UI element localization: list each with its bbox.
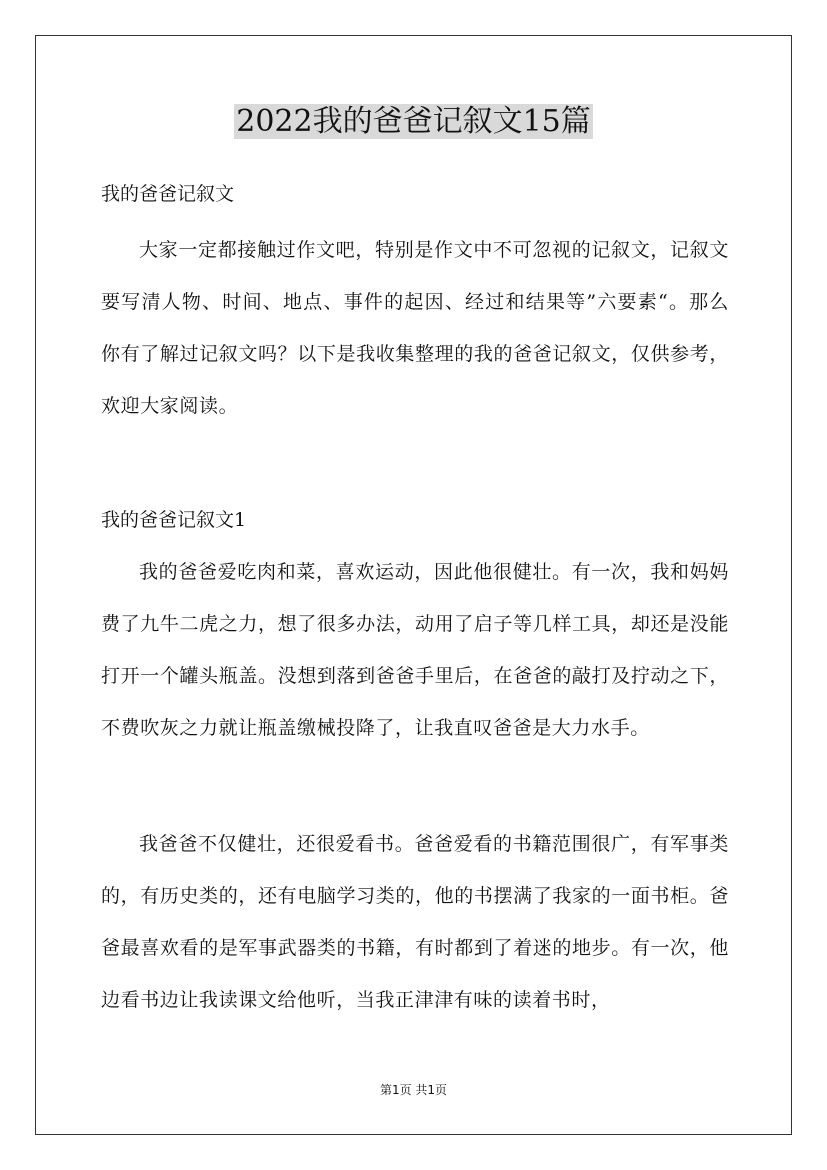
section-1-paragraph-1: 我的爸爸爱吃肉和菜，喜欢运动，因此他很健壮。有一次，我和妈妈费了九牛二虎之力，想了很多办法，动用了启子等几样工具，却还是没能打开一个罐头瓶盖。没想到落到爸爸手里后，在爸爸的敲打及拧动之下，不费吹灰之力就让瓶盖缴械投降了，让我直叹爸爸是大力水手。 [101, 561, 729, 739]
intro-paragraph: 大家一定都接触过作文吧，特别是作文中不可忽视的记叙文，记叙文要写清人物、时间、地点、事件的起因、经过和结果等”六要素“。那么你有了解过记叙文吗？以下是我收集整理的我的爸爸记叙文，仅供参考，欢迎大家阅读。 [101, 239, 729, 417]
document-title [0, 100, 827, 144]
section-1-heading: 我的爸爸记叙文1 [101, 509, 247, 531]
document-title-text: 2022我的爸爸记叙文15篇 [236, 104, 591, 139]
page-footer: 第1页 共1页 [379, 1083, 448, 1097]
intro-heading: 我的爸爸记叙文 [101, 183, 235, 205]
section-1-paragraph-2: 我爸爸不仅健壮，还很爱看书。爸爸爱看的书籍范围很广，有军事类的，有历史类的，还有电脑学习类的，他的书摆满了我家的一面书柜。爸爸最喜欢看的是军事武器类的书籍，有时都到了着迷的地步。有一次，他边看书边让我读课文给他听，当我正津津有味的读着书时， [101, 833, 729, 1011]
